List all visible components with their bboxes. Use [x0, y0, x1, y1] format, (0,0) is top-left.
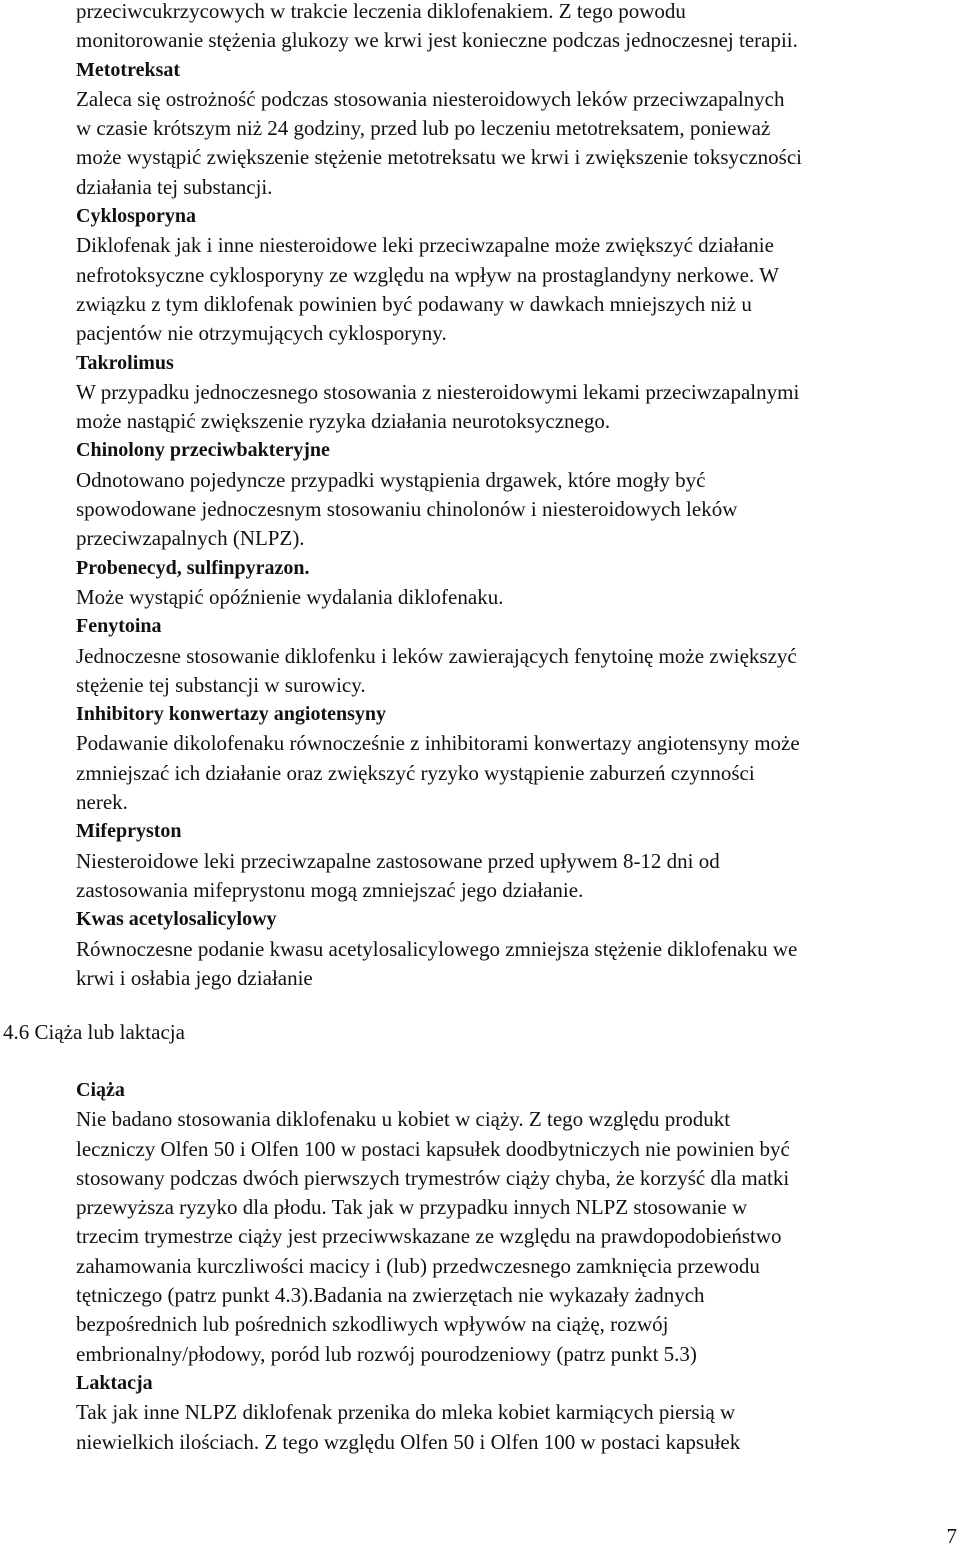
subsection-heading: Mifepryston: [76, 820, 182, 843]
text-line: przewyższa ryzyko dla płodu. Tak jak w przypadku innych NLPZ stosowanie w: [76, 1195, 748, 1220]
text-line: może wystąpić zwiększenie stężenie metotreksatu we krwi i zwiększenie toksyczności: [76, 145, 802, 170]
text-line: nerek.: [76, 790, 128, 815]
text-line: stężenie tej substancji w surowicy.: [76, 672, 366, 697]
text-line: niewielkich ilościach. Z tego względu Olfen 50 i Olfen 100 w postaci kapsułek: [76, 1429, 741, 1454]
subsection-heading: Chinolony przeciwbakteryjne: [76, 439, 330, 462]
subsection-heading: Probenecyd, sulfinpyrazon.: [76, 556, 310, 579]
text-line: Jednoczesne stosowanie diklofenku i leków zawierających fenytoinę może zwiększyć: [76, 643, 797, 668]
text-line: krwi i osłabia jego działanie: [76, 965, 313, 990]
text-line: monitorowanie stężenia glukozy we krwi jest konieczne podczas jednoczesnej terapii.: [76, 28, 798, 53]
text-line: Podawanie dikolofenaku równocześnie z inhibitorami konwertazy angiotensyny może: [76, 731, 800, 756]
text-line: leczniczy Olfen 50 i Olfen 100 w postaci kapsułek doodbytniczych nie powinien być: [76, 1136, 790, 1161]
text-line: Niesteroidowe leki przeciwzapalne zastosowane przed upływem 8-12 dni od: [76, 848, 720, 873]
text-line: zastosowania mifeprystonu mogą zmniejszać jego działanie.: [76, 877, 584, 902]
text-line: związku z tym diklofenak powinien być podawany w dawkach mniejszych niż u: [76, 291, 752, 316]
text-line: bezpośrednich lub pośrednich szkodliwych wpływów na ciążę, rozwój: [76, 1312, 669, 1337]
text-line: Diklofenak jak i inne niesteroidowe leki przeciwzapalne może zwiększyć działanie: [76, 233, 774, 258]
text-line: zahamowania kurczliwości macicy i (lub) przedwczesnego zamknięcia przewodu: [76, 1253, 760, 1278]
subsection-heading: Ciąża: [76, 1079, 125, 1101]
text-line: Tak jak inne NLPZ diklofenak przenika do mleka kobiet karmiących piersią w: [76, 1400, 736, 1425]
text-line: trzecim trymestrze ciąży jest przeciwwskazane ze względu na prawdopodobieństwo: [76, 1224, 782, 1249]
text-line: zmniejszać ich działanie oraz zwiększyć ryzyko wystąpienie zaburzeń czynności: [76, 760, 755, 785]
pregnancy-text-block: [76, 1076, 960, 1457]
text-line: tętniczego (patrz punkt 4.3).Badania na zwierzętach nie wykazały żadnych: [76, 1283, 705, 1308]
subsection-heading: Kwas acetylosalicylowy: [76, 908, 277, 931]
text-line: Zaleca się ostrożność podczas stosowania niesteroidowych leków przeciwzapalnych: [76, 86, 785, 111]
section-heading: 4.6 Ciąża lub laktacja: [3, 1020, 185, 1044]
text-line: Może wystąpić opóźnienie wydalania diklofenaku.: [76, 584, 504, 609]
text-line: Równoczesne podanie kwasu acetylosalicylowego zmniejsza stężenie diklofenaku we: [76, 936, 798, 961]
subsection-heading: Fenytoina: [76, 615, 162, 638]
subsection-heading: Cyklosporyna: [76, 205, 197, 228]
text-line: pacjentów nie otrzymujących cyklosporyny.: [76, 321, 447, 346]
text-line: Odnotowano pojedyncze przypadki wystąpienia drgawek, które mogły być: [76, 467, 706, 492]
subsection-heading: Metotreksat: [76, 58, 181, 81]
text-line: w czasie krótszym niż 24 godziny, przed lub po leczeniu metotreksatem, ponieważ: [76, 116, 771, 141]
text-line: W przypadku jednoczesnego stosowania z niesteroidowymi lekami przeciwzapalnymi: [76, 379, 800, 404]
text-line: spowodowane jednoczesnym stosowaniu chinolonów i niesteroidowych leków: [76, 497, 738, 522]
text-line: przeciwcukrzycowych w trakcie leczenia diklofenakiem. Z tego powodu: [76, 0, 686, 23]
subsection-heading: Inhibitory konwertazy angiotensyny: [76, 703, 387, 726]
page-number: 7: [946, 1524, 957, 1548]
text-line: działania tej substancji.: [76, 174, 273, 199]
text-line: embrionalny/płodowy, poród lub rozwój pourodzeniowy (patrz punkt 5.3): [76, 1341, 697, 1366]
subsection-heading: Takrolimus: [76, 351, 174, 374]
subsection-heading: Laktacja: [76, 1371, 153, 1394]
text-line: może nastąpić zwiększenie ryzyka działania neurotoksycznego.: [76, 409, 611, 434]
text-line: Nie badano stosowania diklofenaku u kobiet w ciąży. Z tego względu produkt: [76, 1107, 731, 1132]
text-line: stosowany podczas dwóch pierwszych trymestrów ciąży chyba, że korzyść dla matki: [76, 1165, 790, 1190]
text-line: nefrotoksyczne cyklosporyny ze względu na wpływ na prostaglandyny nerkowe. W: [76, 262, 779, 287]
interactions-text-block: [76, 0, 960, 993]
text-line: przeciwzapalnych (NLPZ).: [76, 526, 305, 551]
